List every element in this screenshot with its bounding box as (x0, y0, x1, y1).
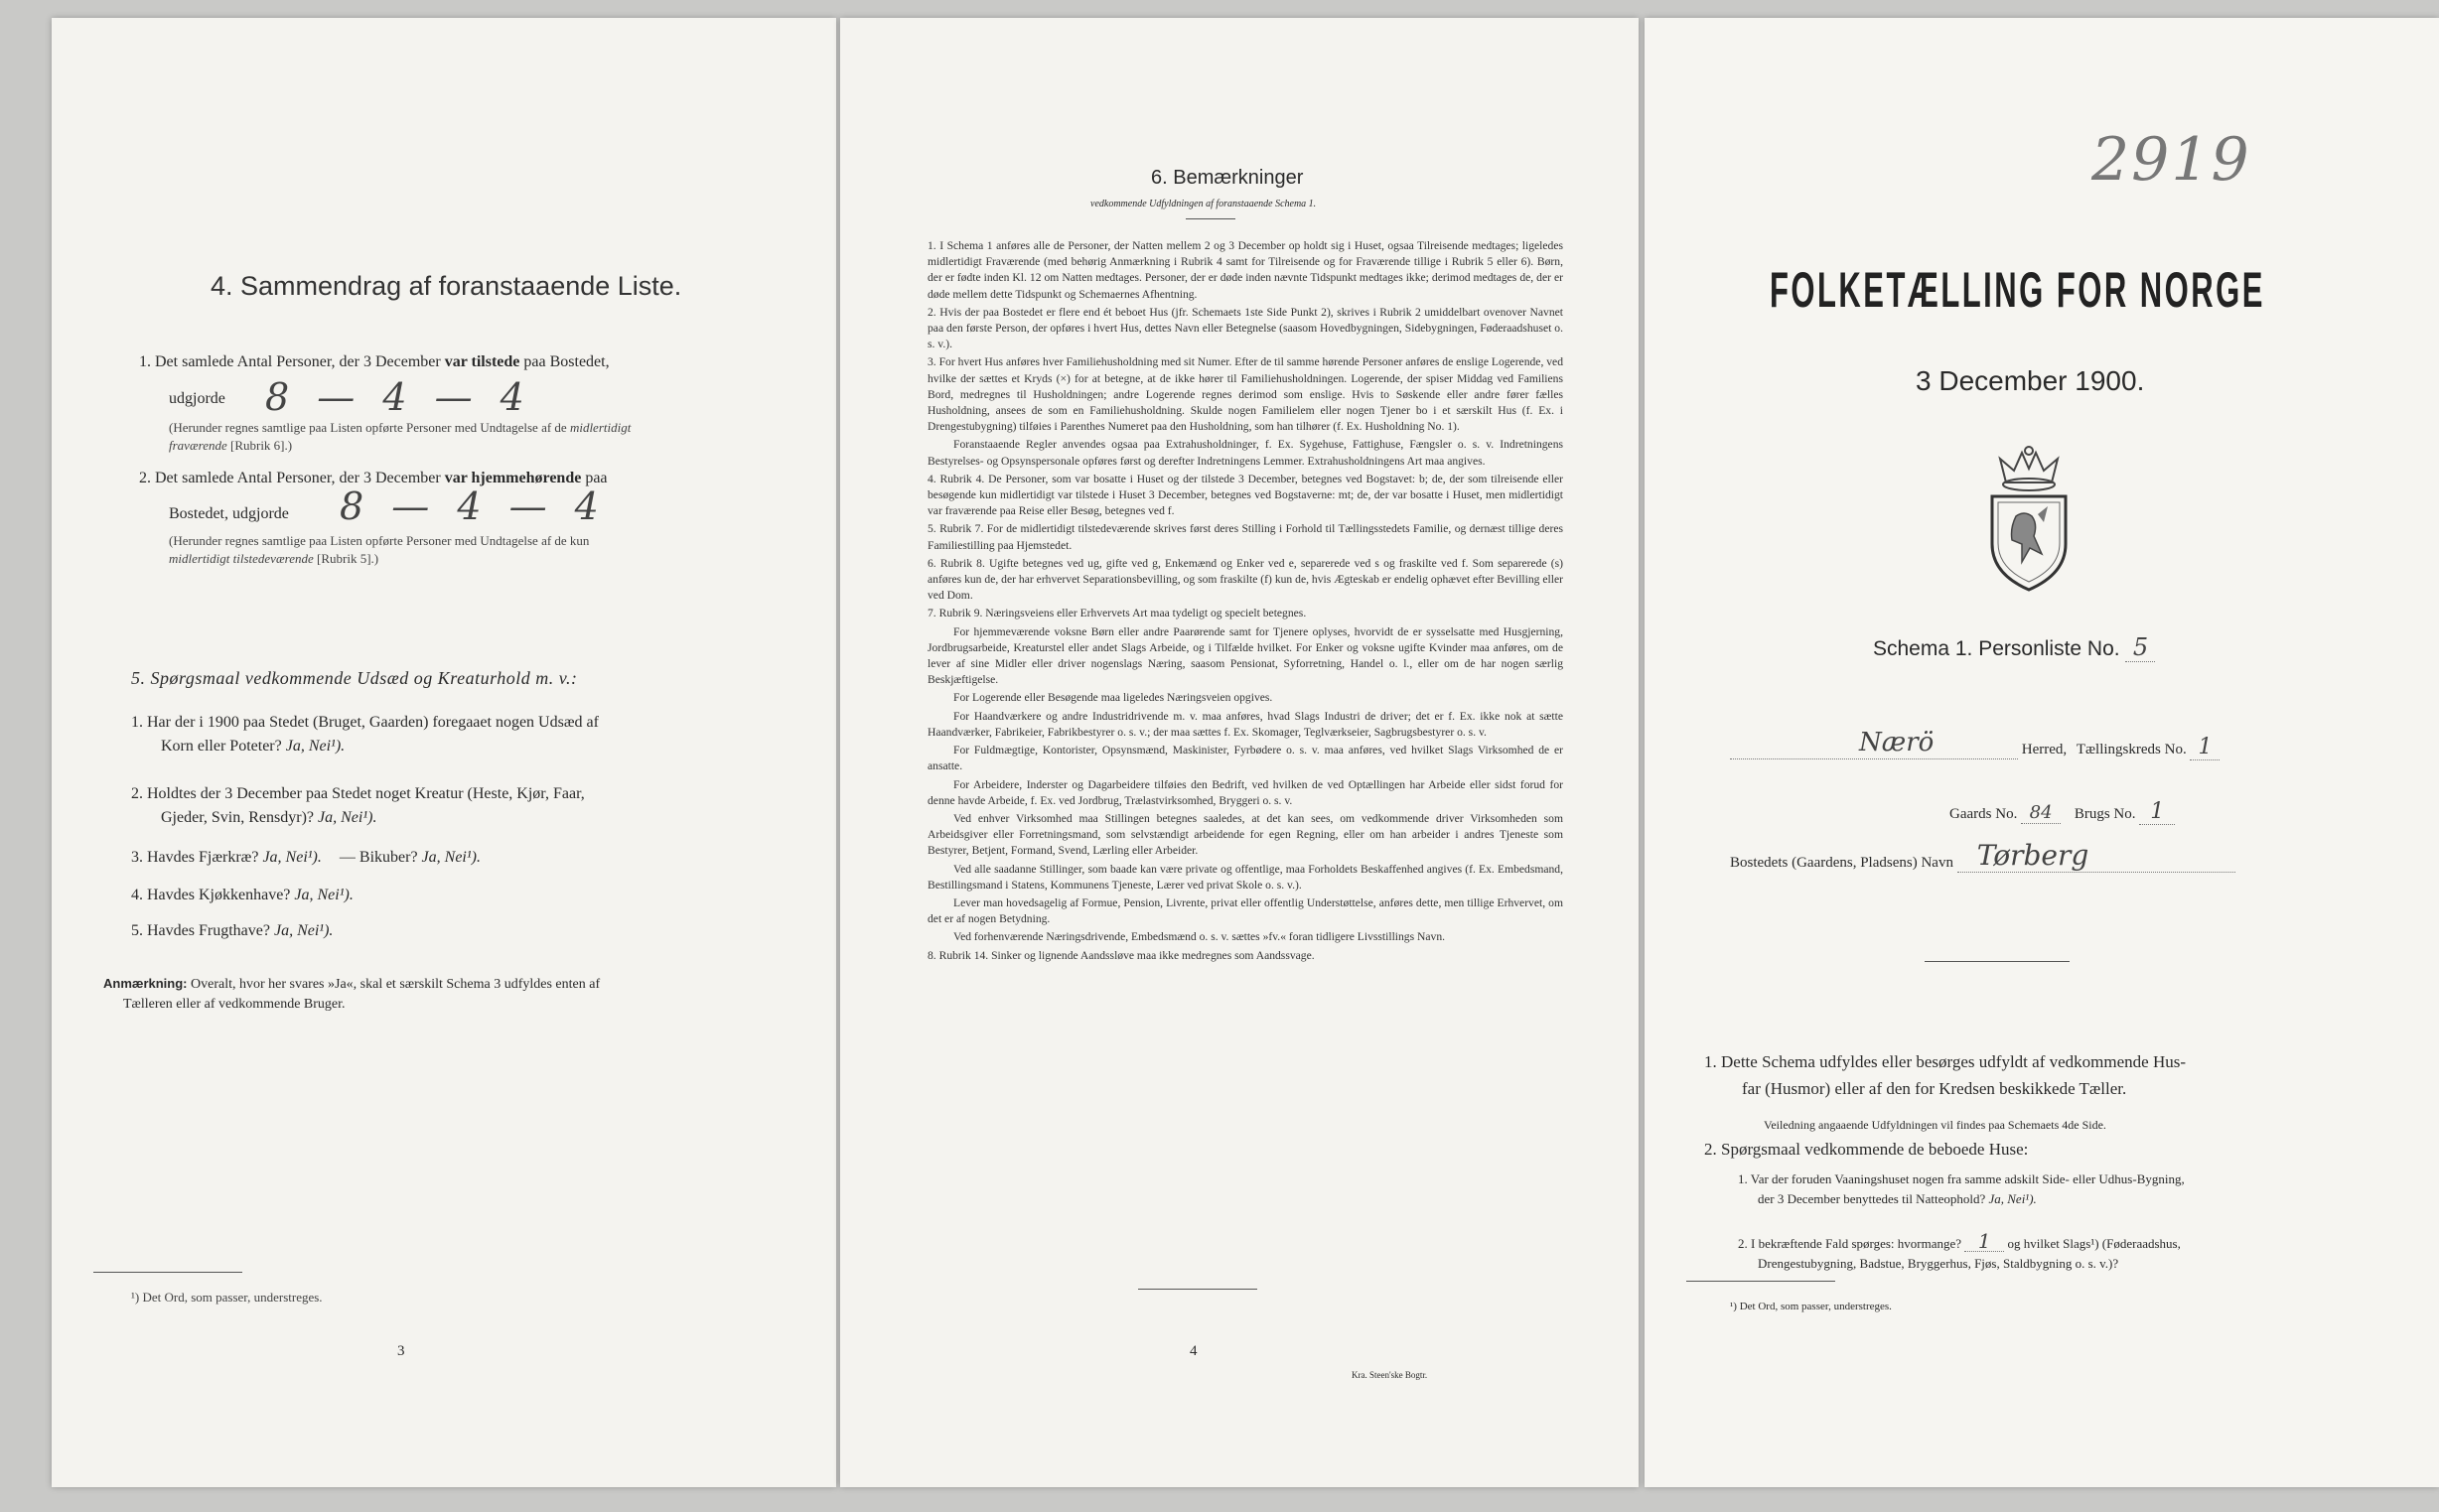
item2-note-a: (Herunder regnes samtlige paa Listen opførte Personer med Undtagelse af de kun (169, 533, 590, 548)
item2-bold: var hjemmehørende (444, 470, 582, 486)
bosted-field (1957, 839, 2235, 873)
q3b-text: — Bikuber? (339, 849, 418, 866)
bosted-value: Tørberg (1976, 839, 2089, 872)
kreds-value: 1 (2190, 735, 2220, 760)
remark-text1: Overalt, hvor her svares »Ja«, skal et særskilt Schema 3 udfyldes enten af (191, 977, 601, 992)
remark (103, 974, 798, 1015)
item1-handwritten: 8 — 4 — 4 (265, 375, 532, 419)
item2-note-b: midlertidigt tilstedeværende (169, 551, 314, 566)
remark-text2: Tælleren eller af vedkommende Bruger. (123, 997, 346, 1012)
bosted-line (1730, 839, 2405, 873)
hq2-count: 1 (1964, 1231, 2004, 1252)
question-1 (131, 711, 806, 758)
remarks-subtitle: vedkommende Udfyldningen af foranstaaende Schema 1. (1090, 199, 1317, 209)
page-number: 4 (1190, 1343, 1198, 1359)
item1-text: 1. Det samlede Antal Personer, der 3 December (139, 353, 441, 370)
remarks-title: 6. Bemærkninger (1151, 167, 1304, 189)
remark-paragraph: 7. Rubrik 9. Næringsveiens eller Erhvervets Art maa tydeligt og specielt betegnes. (928, 607, 1307, 620)
question-5 (131, 919, 333, 943)
remark-paragraph: For Haandværkere og andre Industridrivende m. v. maa anføres, hvad Slags Industri de driver; det er f. Ex. ikke nok at sætte Haandværker, Fabrikeier, Fabrikbestyrer o. s. v.; der maa sættes f. Ex. Skomager, Teglværkseier, Sagbrugsbestyrer o. s. v. (928, 709, 1563, 739)
question-4 (131, 884, 354, 907)
remark-paragraph: Ved forhenværende Næringsdrivende, Embedsmænd o. s. v. sættes »fv.« foran tidligere Livsstillings Navn. (953, 930, 1446, 944)
herred-line (1730, 728, 2385, 760)
instr1-line2: far (Husmor) eller af den for Kredsen beskikkede Tæller. (1742, 1079, 2127, 1098)
remark-paragraph: For hjemmeværende voksne Børn eller andre Paarørende samt for Tjenere oplyses, hvorvidt de er sysselsatte med Husgjerning, Jordbrugsarbeide, Kreaturstel eller andet Slags Arbeide, og i Tilfælde hvilket. For Enker og voksne ugifte Kvinder maa anføres, om de lever af sine Midler eller driver nogenslags Næring, saasom Pensionat, Syforretning, Handel o. l., eller om de har nogen særlig Beskjæftigelse. (928, 624, 1563, 687)
q1-line2: Korn eller Poteter? (161, 738, 282, 755)
remark-paragraph: 6. Rubrik 8. Ugifte betegnes ved ug, gifte ved g, Enkemænd og Enker ved e, separerede ved s og fraskilte ved f. Som separerede (s) anføres kun de, der har erhvervet Separationsbevilling, og som fraskilte (f) kun de, hvis Ægteskab er endelig ophævet efter Bevilling eller ved Dom. (928, 556, 1563, 603)
q4-text: 4. Havdes Kjøkkenhave? (131, 887, 291, 903)
page-1 (1645, 18, 2439, 1487)
footnote: ¹) Det Ord, som passer, understreges. (131, 1290, 323, 1305)
footnote-rule (1686, 1281, 1835, 1282)
question-3 (131, 846, 806, 870)
item1-note-b: midlertidigt (569, 420, 632, 435)
item1-note (169, 419, 804, 455)
herred-field (1730, 728, 2018, 759)
hq2-text-a: 2. I bekræftende Fald spørges: hvormange? (1738, 1236, 1962, 1251)
remark-paragraph: For Arbeidere, Inderster og Dagarbeidere tilføies den Bedrift, ved hvilken de ved Optællingen har Arbeide eller sidst forud for denne havde Arbeide, f. Ex. ved Jordbrug, Trælastvirksomhed, Bryggeri o. s. v. (928, 777, 1563, 807)
q5-text: 5. Havdes Frugthave? (131, 922, 270, 939)
remark-paragraph: 8. Rubrik 14. Sinker og lignende Aandssløve maa ikke medregnes som Aandssvage. (928, 948, 1315, 962)
herred-value: Nærö (1859, 728, 1935, 757)
q2-line2: Gjeder, Svin, Rensdyr)? (161, 809, 314, 826)
remark-paragraph: Ved alle saadanne Stillinger, som baade kan være private og offentlige, maa Forholdets Beskaffenhed angives (f. Ex. Embedsmand, Bestillingsmand i Statens, Kommunens Tjeneste, Lærer ved privat Skole o. s. v.). (928, 862, 1563, 892)
bosted-label: Bostedets (Gaardens, Pladsens) Navn (1730, 855, 1953, 871)
footnote-rule (93, 1272, 242, 1273)
item1-bold: var tilstede (444, 353, 520, 370)
q3-text: 3. Havdes Fjærkræ? (131, 849, 259, 866)
instruction-1 (1704, 1048, 2389, 1102)
item1-note-d: [Rubrik 6].) (229, 438, 293, 453)
gaards-value: 84 (2021, 802, 2061, 824)
remark-paragraph: 4. Rubrik 4. De Personer, som var bosatte i Huset og der tilstede 3 December, betegnes ved Bogstavet: b; de, der som tilreisende eller besøgende kun midlertidigt var tilstede i Huset 3 December, betegnes ved Bogstaverne: mt; de, der var bosatte i Huset, men midlertidigt var fraværende paa Reise eller Besøg, betegnes ved f. (928, 472, 1563, 518)
item2-text: 2. Det samlede Antal Personer, der 3 December (139, 470, 441, 486)
section-5-title: 5. Spørgsmaal vedkommende Udsæd og Kreaturhold m. v.: (131, 668, 578, 688)
ornament-rule (1925, 961, 2070, 962)
census-date: 3 December 1900. (1916, 365, 2145, 396)
remark-paragraph: Ved enhver Virksomhed maa Stillingen betegnes saaledes, at det kan sees, om vedkommende driver Virksomheden som Arbeidsgiver eller Forretningsmand, som selvstændigt arbeidende for egen Regning, eller om han arbeider i andres Tjeneste som Bestyrer, Betjent, Formand, Svend, Lærling eller Arbeider. (928, 811, 1563, 858)
page-3 (52, 18, 836, 1487)
page-4 (840, 18, 1639, 1487)
main-title: FOLKETÆLLING FOR NORGE (1770, 262, 2265, 318)
item1-end: paa Bostedet, (523, 353, 610, 370)
schema-text: Schema 1. Personliste No. (1873, 637, 2120, 660)
title-rule (1186, 218, 1235, 219)
q2-line1: 2. Holdtes der 3 December paa Stedet noget Kreatur (Heste, Kjør, Faar, (131, 785, 585, 802)
item2-handwritten: 8 — 4 — 4 (340, 484, 607, 528)
section-4-title: 4. Sammendrag af foranstaaende Liste. (211, 271, 682, 301)
item2-line2: Bostedet, udgjorde (169, 505, 289, 522)
q3-answer: Ja, Nei¹). (262, 849, 322, 866)
page-number: 3 (397, 1343, 405, 1359)
house-question-1 (1738, 1169, 2403, 1209)
item1-line2: udgjorde (169, 390, 225, 407)
q1-line1: 1. Har der i 1900 paa Stedet (Bruget, Gaarden) foregaaet nogen Udsæd af (131, 714, 599, 731)
question-2 (131, 782, 806, 830)
q1-answer: Ja, Nei¹). (285, 738, 346, 755)
gaards-line (1949, 799, 2175, 825)
hq2-line2: Drengestubygning, Badstue, Bryggerhus, Fjøs, Staldbygning o. s. v.)? (1758, 1256, 2119, 1271)
coat-of-arms-icon (1986, 445, 2072, 594)
item2-note-c: [Rubrik 5].) (317, 551, 379, 566)
footnote: ¹) Det Ord, som passer, understreges. (1730, 1301, 1892, 1312)
item2-end: paa (585, 470, 608, 486)
hq1-answer: Ja, Nei¹). (1988, 1191, 2037, 1206)
printer-mark: Kra. Steen'ske Bogtr. (1352, 1370, 1428, 1380)
remark-paragraph: Lever man hovedsagelig af Formue, Pension, Livrente, privat eller offentlig Understøttelse, anføres dette, men tillige Erhvervet, om det er af nogen Betydning. (928, 895, 1563, 926)
item2-note (169, 532, 804, 568)
instruction-2: 2. Spørgsmaal vedkommende de beboede Huse: (1704, 1140, 2029, 1159)
hq2-text-b: og hvilket Slags¹) (Føderaadshus, (2007, 1236, 2181, 1251)
hq1-line2: der 3 December benyttedes til Natteophold? (1758, 1191, 1986, 1206)
item1-note-c: fraværende (169, 438, 227, 453)
remark-paragraph: For Logerende eller Besøgende maa ligeledes Næringsveien opgives. (953, 691, 1273, 705)
summary-item-1 (139, 350, 794, 374)
herred-label: Herred, (2021, 742, 2068, 757)
brugs-label: Brugs No. (2074, 806, 2136, 822)
remark-paragraph: Foranstaaende Regler anvendes ogsaa paa Extrahusholdninger, f. Ex. Sygehuse, Fattighuse, Fængsler o. s. v. Indretningens Bestyrelses- og Opsynspersonale opføres først og derefter Indretningens Lemmer. Extrahusholdningens Art maa angives. (928, 438, 1563, 468)
end-rule (1138, 1289, 1257, 1290)
remark-paragraph: 1. I Schema 1 anføres alle de Personer, der Natten mellem 2 og 3 December op holdt sig i Huset, ogsaa Tilreisende medtages; ligeledes midlertidigt Fraværende (med behørig Anmærkning i Rubrik 4 samt for Tilreisende og for Fraværende tillige i Rubrik 5 eller 6). Børn, der er fødte inden Kl. 12 om Natten medtages. Personer, der er døde inden nævnte Tidspunkt medtages ikke; derimod medtages de, der er døde mellem dette Tidspunkt og Schemaernes Afhentning. (928, 239, 1563, 301)
item1-note-a: (Herunder regnes samtlige paa Listen opførte Personer med Undtagelse af de (169, 420, 567, 435)
remarks-body (928, 238, 1563, 966)
remark-paragraph: 5. Rubrik 7. For de midlertidigt tilstedeværende skrives først deres Stilling i Forhold til Tællingsstedets Familie, og dernæst tillige deres Familiestilling paa Hjemstedet. (928, 522, 1563, 552)
remark-paragraph: 2. Hvis der paa Bostedet er flere end ét beboet Hus (jfr. Schemaets 1ste Side Punkt 2), skrives i Rubrik 2 umiddelbart ovenover Navnet paa den første Person, der opføres i hvert Hus, dettes Navn eller Betegnelse (saasom Hovedbygningen, Sidebygningen, Føderaadshuset o. s. v.). (928, 305, 1563, 351)
instr1-line1: 1. Dette Schema udfyldes eller besørges udfyldt af vedkommende Hus- (1704, 1052, 2186, 1071)
remark-paragraph: 3. For hvert Hus anføres hver Familiehusholdning med sit Numer. Efter de til samme hørende Personer anføres de enslige Logerende, ved hvilke der sættes et Kryds (×) for at betegne, at de ikke hører til Familiehusholdningen. Logerende, der spiser Middag ved Familiens Bord, medregnes til Husholdningen; andre Logerende regnes derimod som enslige. Hvis to Søskende eller andre fører fælles Husholdning, ansees de som en Familiehusholdning. Skulde nogen Familielem eller nogen Tjener bo i et særskilt Hus (f. Ex. i Drengestubygning) tilføies i Parenthes Numeret paa den Husholdning, som han tilhører (f. Ex. Husholdning No. 1). (928, 355, 1563, 434)
brugs-value: 1 (2139, 799, 2175, 825)
gaards-label: Gaards No. (1949, 806, 2018, 822)
q5-answer: Ja, Nei¹). (273, 922, 334, 939)
archive-number: 2919 (2091, 125, 2251, 195)
q2-answer: Ja, Nei¹). (318, 809, 377, 826)
remark-paragraph: For Fuldmægtige, Kontorister, Opsynsmænd, Maskinister, Fyrbødere o. s. v. maa anføres, ved hvilket Slags Virksomhed de er ansatte. (928, 744, 1563, 773)
schema-label (1873, 633, 2155, 662)
remark-label: Anmærkning: (103, 976, 188, 991)
kreds-label: Tællingskreds No. (2076, 742, 2187, 757)
q4-answer: Ja, Nei¹). (294, 887, 354, 903)
instruction-1-note: Veiledning angaaende Udfyldningen vil findes paa Schemaets 4de Side. (1764, 1118, 2106, 1132)
q3b-answer: Ja, Nei¹). (421, 849, 481, 866)
house-question-2 (1738, 1231, 2413, 1274)
personliste-number: 5 (2125, 633, 2155, 662)
hq1-line1: 1. Var der foruden Vaaningshuset nogen fra samme adskilt Side- eller Udhus-Bygning, (1738, 1171, 2185, 1186)
